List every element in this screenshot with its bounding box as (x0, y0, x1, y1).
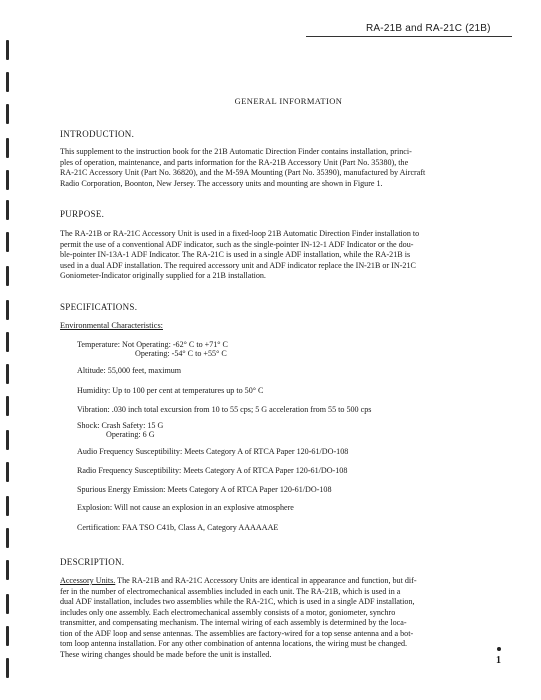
text-line: tion of the ADF loop and sense antennas. The assemblies are factory-wired for a top sense antenna and a bot- (60, 628, 414, 638)
page-marker-dot (497, 647, 501, 651)
page-title: GENERAL INFORMATION (234, 96, 343, 106)
text-line: This supplement to the instruction book for the 21B Automatic Direction Finder contains installation, princi- (60, 147, 412, 156)
description-heading: DESCRIPTION. (60, 557, 125, 567)
spec-radio-frequency: Radio Frequency Susceptibility: Meets Category A of RTCA Paper 120-61/DO-108 (77, 466, 348, 475)
purpose-paragraph (60, 229, 500, 282)
text-line: These wiring changes should be made before the unit is installed. (60, 649, 272, 659)
specifications-heading: SPECIFICATIONS. (60, 302, 138, 312)
introduction-paragraph (60, 147, 500, 189)
text-line: The RA-21B or RA-21C Accessory Unit is used in a fixed-loop 21B Automatic Direction Finder installation to (60, 229, 420, 238)
accessory-units-subheading: Accessory Units. (60, 576, 116, 585)
text-line: dual ADF installation, includes two assemblies while the RA-21C, which is used in a single ADF installation, (60, 597, 415, 606)
spec-explosion: Explosion: Will not cause an explosion in an explosive atmosphere (77, 503, 294, 512)
text-line: RA-21C Accessory Unit (Part No. 36820), and the M-59A Mounting (Part No. 35390), manufactured by Aircraft (60, 168, 426, 177)
environmental-characteristics-heading: Environmental Characteristics: (60, 321, 163, 330)
spec-vibration: Vibration: .030 inch total excursion from 10 to 55 cps; 5 G acceleration from 55 to 500 cps (77, 405, 372, 414)
text-line: Radio Corporation, Boonton, New Jersey. The accessory units and mounting are shown in Figure 1. (60, 178, 383, 188)
spec-temperature: Temperature: Not Operating: -62° C to +71° C (77, 340, 228, 349)
text-line (60, 576, 500, 587)
spec-shock-operating: Operating: 6 G (106, 430, 155, 439)
text-line: used in a dual ADF installation. The required accessory unit and ADF indicator replace the IN-21B or IN-21C (60, 260, 416, 270)
running-header: RA-21B and RA-21C (21B) (366, 23, 491, 34)
spec-shock: Shock: Crash Safety: 15 G (77, 421, 164, 430)
spec-spurious-emission: Spurious Energy Emission: Meets Category A of RTCA Paper 120-61/DO-108 (77, 485, 332, 494)
text-span: The RA-21B and RA-21C Accessory Units are identical in appearance and function, but dif- (115, 576, 417, 585)
spec-certification: Certification: FAA TSO C41b, Class A, Category AAAAAAE (77, 523, 279, 532)
introduction-heading: INTRODUCTION. (60, 129, 135, 139)
spec-audio-frequency: Audio Frequency Susceptibility: Meets Category A of RTCA Paper 120-61/DO-108 (77, 447, 349, 456)
text-line: tom loop antenna installation. For any other combination of antenna locations, the wiring must be changed. (60, 639, 408, 648)
header-rule (306, 36, 512, 37)
text-line: ble-pointer IN-13A-1 ADF Indicator. The RA-21C is used in a single ADF installation, while the RA-21B is (60, 250, 411, 259)
text-line: includes only one assembly. Each electromechanical assembly consists of a motor, goniometer, synchro (60, 607, 396, 617)
page-number: 1 (496, 655, 501, 666)
spec-temperature-operating: Operating: -54° C to +55° C (135, 349, 227, 358)
text-line: fer in the number of electromechanical assemblies included in each unit. The RA-21B, which is used in a (60, 586, 401, 596)
description-paragraph (60, 576, 500, 660)
spec-altitude: Altitude: 55,000 feet, maximum (77, 366, 182, 375)
text-line: Goniometer-Indicator originally supplied for a 21B installation. (60, 271, 266, 280)
text-line: transmitter, and compensating mechanism. The internal wiring of each assembly is determined by the loca- (60, 618, 407, 627)
text-line: ples of operation, maintenance, and parts information for the RA-21B Accessory Unit (Part No. 35380), the (60, 157, 409, 167)
purpose-heading: PURPOSE. (60, 209, 105, 219)
spec-humidity: Humidity: Up to 100 per cent at temperatures up to 50° C (77, 386, 264, 395)
text-line: permit the use of a conventional ADF indicator, such as the single-pointer IN-12-1 ADF Indicator or the dou- (60, 239, 414, 249)
